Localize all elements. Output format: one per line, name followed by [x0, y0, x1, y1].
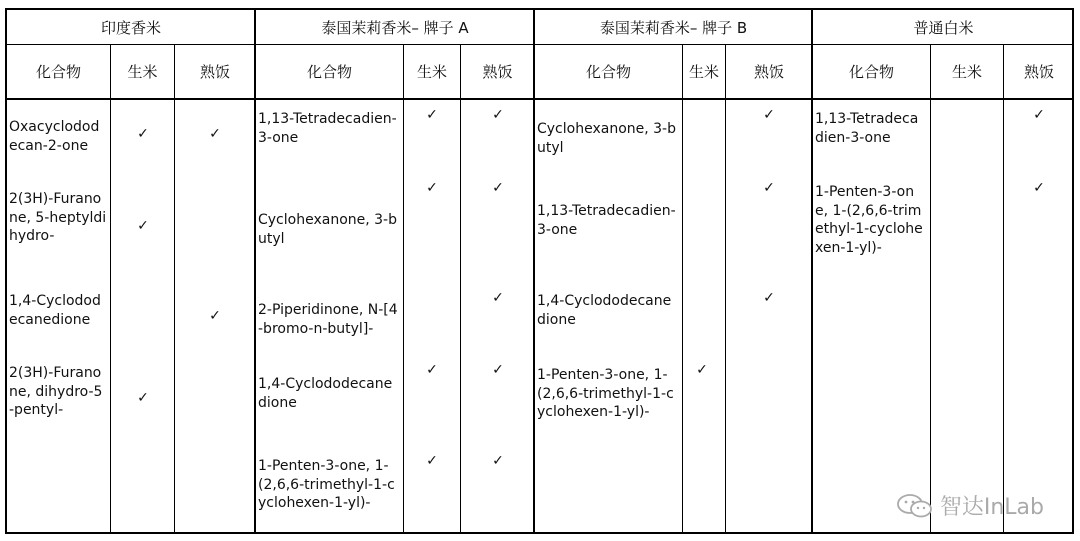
group-divider	[254, 10, 256, 532]
group-header-white-rice: 普通白米	[913, 18, 974, 37]
column-divider	[403, 44, 404, 532]
column-divider	[110, 44, 111, 532]
subheader-cooked: 熟饭	[753, 63, 784, 81]
check-mark: ✓	[209, 126, 221, 142]
column-divider	[174, 44, 175, 532]
check-mark: ✓	[492, 107, 504, 123]
check-mark: ✓	[426, 180, 438, 196]
compound-name: 1-Penten-3-one, 1-(2,6,6-trimethyl-1-cyclohexen-1-yl)-	[815, 184, 923, 256]
check-mark: ✓	[492, 453, 504, 469]
group-divider	[811, 10, 813, 532]
column-divider	[1003, 44, 1004, 532]
check-mark: ✓	[763, 180, 775, 196]
compound-name: 1-Penten-3-one, 1-(2,6,6-trimethyl-1-cyclohexen-1-yl)-	[258, 458, 395, 511]
compound-name: Cyclohexanone, 3-butyl	[258, 212, 397, 247]
compound-name: Oxacyclododecan-2-one	[9, 119, 100, 154]
compound-name: Cyclohexanone, 3-butyl	[537, 121, 676, 156]
check-mark: ✓	[426, 362, 438, 378]
check-mark: ✓	[763, 107, 775, 123]
group-header-jasmine-b: 泰国茉莉香米– 牌子 B	[599, 18, 748, 37]
check-mark: ✓	[1033, 107, 1045, 123]
subheader-compound: 化合物	[585, 63, 631, 81]
check-mark: ✓	[492, 180, 504, 196]
subheader-compound: 化合物	[35, 63, 81, 81]
compound-name: 1,4-Cyclododecanedione	[9, 293, 101, 328]
watermark	[896, 490, 1044, 521]
subheader-cooked: 熟饭	[199, 63, 230, 81]
subheader-compound: 化合物	[306, 63, 352, 81]
check-mark: ✓	[763, 290, 775, 306]
compound-name: 1,4-Cyclododecanedione	[537, 293, 672, 328]
check-mark: ✓	[137, 126, 149, 142]
group-header-basmati: 印度香米	[100, 18, 161, 37]
subheader-cooked: 熟饭	[482, 63, 513, 81]
check-mark: ✓	[426, 453, 438, 469]
check-mark: ✓	[209, 308, 221, 324]
check-mark: ✓	[1033, 180, 1045, 196]
compound-name: 1,13-Tetradecadien-3-one	[537, 203, 676, 238]
column-divider	[460, 44, 461, 532]
subheader-raw: 生米	[951, 63, 982, 81]
compound-name: 1,13-Tetradecadien-3-one	[258, 111, 397, 146]
check-mark: ✓	[492, 290, 504, 306]
subheader-raw: 生米	[127, 63, 158, 81]
subheader-compound: 化合物	[848, 63, 894, 81]
group-divider	[533, 10, 535, 532]
subheader-raw: 生米	[688, 63, 719, 81]
column-divider	[682, 44, 683, 532]
compound-name: 1,4-Cyclododecanedione	[258, 376, 393, 411]
check-mark: ✓	[492, 362, 504, 378]
compound-name: 1,13-Tetradecadien-3-one	[815, 111, 919, 146]
column-divider	[930, 44, 931, 532]
compound-name: 2(3H)-Furanone, 5-heptyldihydro-	[9, 191, 107, 244]
check-mark: ✓	[137, 390, 149, 406]
column-divider	[725, 44, 726, 532]
compound-name: 2-Piperidinone, N-[4-bromo-n-butyl]-	[258, 302, 398, 337]
subheader-raw: 生米	[416, 63, 447, 81]
rice-compound-table	[5, 8, 1074, 534]
check-mark: ✓	[137, 218, 149, 234]
group-header-jasmine-a: 泰国茉莉香米– 牌子 A	[321, 18, 469, 37]
compound-name: 1-Penten-3-one, 1-(2,6,6-trimethyl-1-cyclohexen-1-yl)-	[537, 367, 674, 420]
compound-name: 2(3H)-Furanone, dihydro-5-pentyl-	[9, 365, 103, 418]
wechat-icon	[896, 493, 934, 519]
watermark-text: 智达InLab	[939, 495, 1044, 520]
header-bottom-divider	[7, 98, 1072, 100]
subheader-cooked: 熟饭	[1023, 63, 1054, 81]
check-mark: ✓	[426, 107, 438, 123]
check-mark: ✓	[696, 362, 708, 378]
